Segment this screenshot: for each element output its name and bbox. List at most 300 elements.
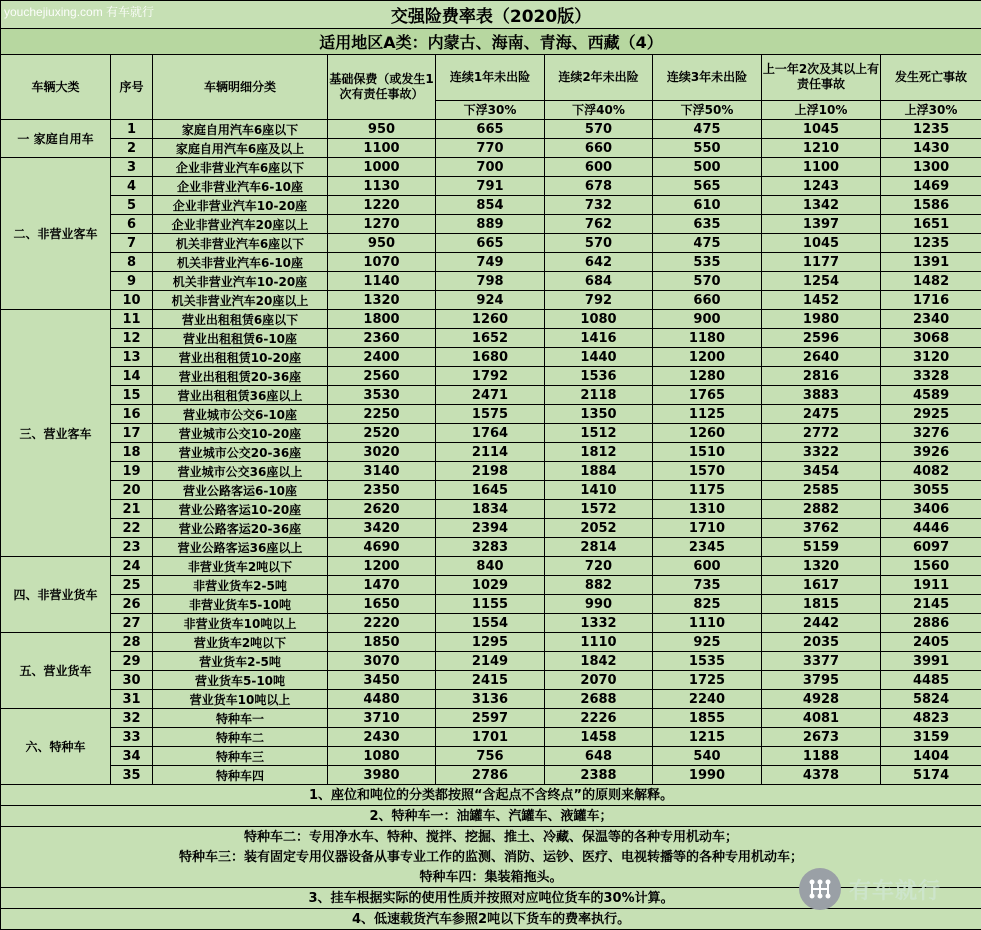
subheader-death: 上浮30% [881, 100, 981, 119]
cell-detail: 营业货车2吨以下 [153, 633, 328, 652]
cell-base: 2430 [328, 728, 436, 747]
cell-y1: 2198 [436, 462, 545, 481]
cell-y3: 2240 [653, 690, 762, 709]
cell-base: 3020 [328, 443, 436, 462]
cell-detail: 营业公路客运10-20座 [153, 500, 328, 519]
cell-last2: 4928 [762, 690, 881, 709]
cell-death: 2340 [881, 310, 981, 329]
cell-seq: 23 [111, 538, 153, 557]
cell-last2: 1188 [762, 747, 881, 766]
table-row [1, 424, 981, 443]
header-seq: 序号 [111, 55, 153, 120]
cell-last2: 1617 [762, 576, 881, 595]
cell-base: 1800 [328, 310, 436, 329]
cell-detail: 特种车二 [153, 728, 328, 747]
cell-death: 1716 [881, 291, 981, 310]
cell-y1: 1554 [436, 614, 545, 633]
cell-death: 3926 [881, 443, 981, 462]
cell-y3: 1570 [653, 462, 762, 481]
cell-seq: 4 [111, 177, 153, 196]
cell-y1: 665 [436, 234, 545, 253]
cell-seq: 9 [111, 272, 153, 291]
cell-base: 1000 [328, 158, 436, 177]
cell-y2: 570 [545, 234, 653, 253]
cell-death: 3055 [881, 481, 981, 500]
cell-y2: 720 [545, 557, 653, 576]
cell-y3: 1215 [653, 728, 762, 747]
cell-y1: 924 [436, 291, 545, 310]
cell-y1: 1575 [436, 405, 545, 424]
cell-death: 3120 [881, 348, 981, 367]
cell-seq: 12 [111, 329, 153, 348]
cell-y1: 2786 [436, 766, 545, 785]
cell-last2: 4081 [762, 709, 881, 728]
cell-detail: 企业非营业汽车10-20座 [153, 196, 328, 215]
cell-y3: 1765 [653, 386, 762, 405]
cell-last2: 1100 [762, 158, 881, 177]
cell-y1: 756 [436, 747, 545, 766]
cell-y2: 762 [545, 215, 653, 234]
cell-detail: 营业货车5-10吨 [153, 671, 328, 690]
cell-seq: 11 [111, 310, 153, 329]
cell-death: 1560 [881, 557, 981, 576]
cell-seq: 10 [111, 291, 153, 310]
cell-last2: 1980 [762, 310, 881, 329]
cell-seq: 17 [111, 424, 153, 443]
cell-y2: 2118 [545, 386, 653, 405]
cell-base: 1140 [328, 272, 436, 291]
cell-seq: 1 [111, 120, 153, 139]
table-row [1, 652, 981, 671]
note-4: 4、低速载货汽车参照2吨以下货车的费率执行。 [1, 909, 981, 930]
cell-last2: 1210 [762, 139, 881, 158]
cell-y2: 2070 [545, 671, 653, 690]
note-1: 1、座位和吨位的分类都按照“含起点不含终点”的原则来解释。 [1, 785, 981, 806]
cell-y2: 1812 [545, 443, 653, 462]
cell-y2: 600 [545, 158, 653, 177]
cell-death: 1404 [881, 747, 981, 766]
cell-detail: 非营业货车5-10吨 [153, 595, 328, 614]
cell-base: 4690 [328, 538, 436, 557]
cell-base: 2520 [328, 424, 436, 443]
cell-y2: 1536 [545, 367, 653, 386]
cell-y3: 1535 [653, 652, 762, 671]
cell-y1: 1764 [436, 424, 545, 443]
cell-death: 5824 [881, 690, 981, 709]
cell-death: 4082 [881, 462, 981, 481]
note-2b: 特种车二：专用净水车、特种、搅拌、挖掘、推土、冷藏、保温等的各种专用机动车； [1, 827, 981, 848]
category-cell: 六、特种车 [1, 709, 111, 785]
cell-base: 950 [328, 120, 436, 139]
cell-last2: 1177 [762, 253, 881, 272]
cell-seq: 34 [111, 747, 153, 766]
table-row [1, 595, 981, 614]
cell-y2: 1884 [545, 462, 653, 481]
cell-detail: 非营业货车2吨以下 [153, 557, 328, 576]
cell-last2: 4378 [762, 766, 881, 785]
cell-y1: 700 [436, 158, 545, 177]
cell-last2: 1045 [762, 234, 881, 253]
cell-last2: 1254 [762, 272, 881, 291]
cell-y3: 475 [653, 120, 762, 139]
table-row [1, 310, 981, 329]
cell-detail: 企业非营业汽车20座以上 [153, 215, 328, 234]
cell-death: 1300 [881, 158, 981, 177]
cell-seq: 27 [111, 614, 153, 633]
cell-seq: 19 [111, 462, 153, 481]
page-title: 交强险费率表（2020版） [1, 1, 981, 29]
cell-base: 1100 [328, 139, 436, 158]
note-2: 2、特种车一：油罐车、汽罐车、液罐车； [1, 806, 981, 827]
cell-detail: 机关非营业汽车6-10座 [153, 253, 328, 272]
cell-last2: 1342 [762, 196, 881, 215]
cell-detail: 营业公路客运6-10座 [153, 481, 328, 500]
cell-death: 2925 [881, 405, 981, 424]
cell-seq: 35 [111, 766, 153, 785]
cell-last2: 2035 [762, 633, 881, 652]
logo-text: 有车就行 [849, 874, 941, 905]
cell-y3: 500 [653, 158, 762, 177]
table-row [1, 253, 981, 272]
cell-y2: 1110 [545, 633, 653, 652]
cell-y1: 2415 [436, 671, 545, 690]
cell-y2: 990 [545, 595, 653, 614]
cell-y1: 1652 [436, 329, 545, 348]
cell-base: 1270 [328, 215, 436, 234]
cell-y1: 3283 [436, 538, 545, 557]
cell-detail: 非营业货车10吨以上 [153, 614, 328, 633]
cell-y3: 1725 [653, 671, 762, 690]
cell-death: 1651 [881, 215, 981, 234]
cell-death: 1482 [881, 272, 981, 291]
cell-last2: 2673 [762, 728, 881, 747]
cell-y2: 1416 [545, 329, 653, 348]
cell-death: 3406 [881, 500, 981, 519]
table-row [1, 177, 981, 196]
header-base: 基础保费（或发生1次有责任事故） [328, 55, 436, 120]
cell-y1: 1834 [436, 500, 545, 519]
cell-seq: 14 [111, 367, 153, 386]
cell-y1: 2471 [436, 386, 545, 405]
header-last2: 上一年2次及其以上有责任事故 [762, 55, 881, 101]
cell-last2: 2640 [762, 348, 881, 367]
cell-base: 3140 [328, 462, 436, 481]
cell-y1: 1029 [436, 576, 545, 595]
cell-base: 1200 [328, 557, 436, 576]
header-category: 车辆大类 [1, 55, 111, 120]
cell-y3: 1260 [653, 424, 762, 443]
cell-y1: 1260 [436, 310, 545, 329]
cell-base: 2560 [328, 367, 436, 386]
cell-y1: 1701 [436, 728, 545, 747]
cell-base: 2250 [328, 405, 436, 424]
cell-last2: 1452 [762, 291, 881, 310]
cell-seq: 15 [111, 386, 153, 405]
table-row [1, 538, 981, 557]
cell-y3: 475 [653, 234, 762, 253]
cell-seq: 21 [111, 500, 153, 519]
cell-seq: 26 [111, 595, 153, 614]
cell-detail: 营业出租租赁10-20座 [153, 348, 328, 367]
table-row [1, 462, 981, 481]
cell-y1: 791 [436, 177, 545, 196]
cell-y3: 565 [653, 177, 762, 196]
cell-y2: 678 [545, 177, 653, 196]
cell-death: 4823 [881, 709, 981, 728]
table-row [1, 139, 981, 158]
cell-last2: 2596 [762, 329, 881, 348]
cell-seq: 32 [111, 709, 153, 728]
cell-detail: 营业货车10吨以上 [153, 690, 328, 709]
cell-base: 1130 [328, 177, 436, 196]
cell-detail: 特种车一 [153, 709, 328, 728]
cell-detail: 营业公路客运36座以上 [153, 538, 328, 557]
cell-last2: 2816 [762, 367, 881, 386]
cell-death: 3328 [881, 367, 981, 386]
cell-detail: 非营业货车2-5吨 [153, 576, 328, 595]
cell-seq: 5 [111, 196, 153, 215]
cell-detail: 家庭自用汽车6座以下 [153, 120, 328, 139]
cell-base: 3070 [328, 652, 436, 671]
cell-base: 2350 [328, 481, 436, 500]
note-3: 3、挂车根据实际的使用性质并按照对应吨位货车的30%计算。 [1, 888, 981, 909]
cell-base: 2360 [328, 329, 436, 348]
cell-death: 1469 [881, 177, 981, 196]
brand-logo [799, 868, 941, 910]
cell-last2: 2475 [762, 405, 881, 424]
cell-death: 4485 [881, 671, 981, 690]
cell-base: 1470 [328, 576, 436, 595]
cell-seq: 31 [111, 690, 153, 709]
cell-detail: 营业城市公交20-36座 [153, 443, 328, 462]
cell-y2: 732 [545, 196, 653, 215]
cell-y2: 792 [545, 291, 653, 310]
cell-last2: 3883 [762, 386, 881, 405]
cell-y3: 540 [653, 747, 762, 766]
cell-detail: 家庭自用汽车6座及以上 [153, 139, 328, 158]
cell-detail: 营业出租租赁20-36座 [153, 367, 328, 386]
cell-seq: 18 [111, 443, 153, 462]
cell-death: 1235 [881, 120, 981, 139]
cell-detail: 企业非营业汽车6-10座 [153, 177, 328, 196]
cell-base: 1220 [328, 196, 436, 215]
category-cell: 五、营业货车 [1, 633, 111, 709]
table-row [1, 443, 981, 462]
cell-base: 2620 [328, 500, 436, 519]
header-death: 发生死亡事故 [881, 55, 981, 101]
cell-y2: 642 [545, 253, 653, 272]
cell-last2: 3454 [762, 462, 881, 481]
site-watermark: youchejiuxing.com 有车就行 [4, 3, 154, 20]
cell-y3: 660 [653, 291, 762, 310]
cell-last2: 5159 [762, 538, 881, 557]
table-row [1, 747, 981, 766]
cell-base: 3530 [328, 386, 436, 405]
table-row [1, 690, 981, 709]
cell-base: 1080 [328, 747, 436, 766]
cell-y3: 1180 [653, 329, 762, 348]
cell-detail: 营业公路客运20-36座 [153, 519, 328, 538]
table-row [1, 196, 981, 215]
cell-detail: 特种车三 [153, 747, 328, 766]
subheader-y3: 下浮50% [653, 100, 762, 119]
cell-y2: 1512 [545, 424, 653, 443]
cell-y1: 3136 [436, 690, 545, 709]
cell-y1: 665 [436, 120, 545, 139]
table-row [1, 709, 981, 728]
cell-death: 1430 [881, 139, 981, 158]
cell-seq: 24 [111, 557, 153, 576]
cell-y1: 2149 [436, 652, 545, 671]
cell-y3: 1200 [653, 348, 762, 367]
table-row [1, 386, 981, 405]
cell-y3: 925 [653, 633, 762, 652]
cell-y2: 2688 [545, 690, 653, 709]
table-row [1, 481, 981, 500]
cell-base: 1070 [328, 253, 436, 272]
table-row [1, 557, 981, 576]
cell-y1: 1645 [436, 481, 545, 500]
cell-y1: 749 [436, 253, 545, 272]
cell-last2: 3762 [762, 519, 881, 538]
cell-y2: 2814 [545, 538, 653, 557]
cell-detail: 营业城市公交36座以上 [153, 462, 328, 481]
cell-last2: 2772 [762, 424, 881, 443]
cell-y3: 1125 [653, 405, 762, 424]
cell-y3: 2345 [653, 538, 762, 557]
cell-y1: 798 [436, 272, 545, 291]
table-row [1, 348, 981, 367]
cell-detail: 机关非营业汽车10-20座 [153, 272, 328, 291]
cell-y3: 635 [653, 215, 762, 234]
cell-seq: 28 [111, 633, 153, 652]
header-y2: 连续2年未出险 [545, 55, 653, 101]
header-y3: 连续3年未出险 [653, 55, 762, 101]
cell-y3: 600 [653, 557, 762, 576]
cell-seq: 29 [111, 652, 153, 671]
cell-death: 1911 [881, 576, 981, 595]
cell-seq: 13 [111, 348, 153, 367]
cell-y2: 648 [545, 747, 653, 766]
cell-death: 2886 [881, 614, 981, 633]
cell-death: 6097 [881, 538, 981, 557]
cell-y3: 825 [653, 595, 762, 614]
cell-y2: 2388 [545, 766, 653, 785]
table-row [1, 329, 981, 348]
cell-y3: 735 [653, 576, 762, 595]
header-y1: 连续1年未出险 [436, 55, 545, 101]
cell-death: 3068 [881, 329, 981, 348]
table-row [1, 158, 981, 177]
cell-base: 1850 [328, 633, 436, 652]
cell-y2: 1458 [545, 728, 653, 747]
cell-last2: 1045 [762, 120, 881, 139]
cell-base: 2220 [328, 614, 436, 633]
cell-y3: 1855 [653, 709, 762, 728]
subheader-y2: 下浮40% [545, 100, 653, 119]
cell-detail: 营业货车2-5吨 [153, 652, 328, 671]
cell-last2: 2585 [762, 481, 881, 500]
cell-y3: 1310 [653, 500, 762, 519]
table-row [1, 291, 981, 310]
cell-death: 3159 [881, 728, 981, 747]
cell-seq: 3 [111, 158, 153, 177]
table-row [1, 272, 981, 291]
table-body [1, 120, 981, 785]
cell-y2: 684 [545, 272, 653, 291]
table-row [1, 215, 981, 234]
cell-y3: 1175 [653, 481, 762, 500]
cell-detail: 营业出租租赁6-10座 [153, 329, 328, 348]
subheader-y1: 下浮30% [436, 100, 545, 119]
cell-last2: 3322 [762, 443, 881, 462]
cell-base: 3980 [328, 766, 436, 785]
cell-base: 1320 [328, 291, 436, 310]
gear-shift-icon [799, 868, 841, 910]
cell-y3: 550 [653, 139, 762, 158]
cell-last2: 1320 [762, 557, 881, 576]
cell-last2: 3377 [762, 652, 881, 671]
cell-death: 5174 [881, 766, 981, 785]
cell-seq: 16 [111, 405, 153, 424]
cell-detail: 机关非营业汽车20座以上 [153, 291, 328, 310]
cell-detail: 营业城市公交10-20座 [153, 424, 328, 443]
cell-base: 3450 [328, 671, 436, 690]
region-subtitle: 适用地区A类：内蒙古、海南、青海、西藏（4） [1, 29, 981, 55]
cell-base: 1650 [328, 595, 436, 614]
cell-y2: 1440 [545, 348, 653, 367]
cell-y1: 2394 [436, 519, 545, 538]
cell-last2: 2442 [762, 614, 881, 633]
cell-seq: 7 [111, 234, 153, 253]
cell-base: 4480 [328, 690, 436, 709]
cell-y3: 1110 [653, 614, 762, 633]
cell-y3: 900 [653, 310, 762, 329]
cell-death: 1235 [881, 234, 981, 253]
cell-y1: 1155 [436, 595, 545, 614]
cell-detail: 企业非营业汽车6座以下 [153, 158, 328, 177]
cell-base: 3710 [328, 709, 436, 728]
cell-y1: 2114 [436, 443, 545, 462]
cell-detail: 机关非营业汽车6座以下 [153, 234, 328, 253]
cell-y2: 882 [545, 576, 653, 595]
cell-y2: 1332 [545, 614, 653, 633]
cell-y2: 1572 [545, 500, 653, 519]
cell-last2: 1243 [762, 177, 881, 196]
cell-y2: 1080 [545, 310, 653, 329]
note-2c: 特种车三：装有固定专用仪器设备从事专业工作的监测、消防、运钞、医疗、电视转播等的各种专用机动车； [1, 847, 981, 867]
cell-y1: 2597 [436, 709, 545, 728]
cell-y1: 770 [436, 139, 545, 158]
cell-y1: 1680 [436, 348, 545, 367]
table-row [1, 728, 981, 747]
cell-y2: 1410 [545, 481, 653, 500]
cell-seq: 20 [111, 481, 153, 500]
table-row [1, 405, 981, 424]
table-row [1, 614, 981, 633]
cell-death: 2405 [881, 633, 981, 652]
table-row [1, 633, 981, 652]
cell-last2: 1815 [762, 595, 881, 614]
table-row [1, 234, 981, 253]
cell-seq: 25 [111, 576, 153, 595]
cell-y2: 1842 [545, 652, 653, 671]
cell-base: 950 [328, 234, 436, 253]
subheader-last2: 上浮10% [762, 100, 881, 119]
cell-seq: 33 [111, 728, 153, 747]
cell-y1: 840 [436, 557, 545, 576]
cell-detail: 营业城市公交6-10座 [153, 405, 328, 424]
